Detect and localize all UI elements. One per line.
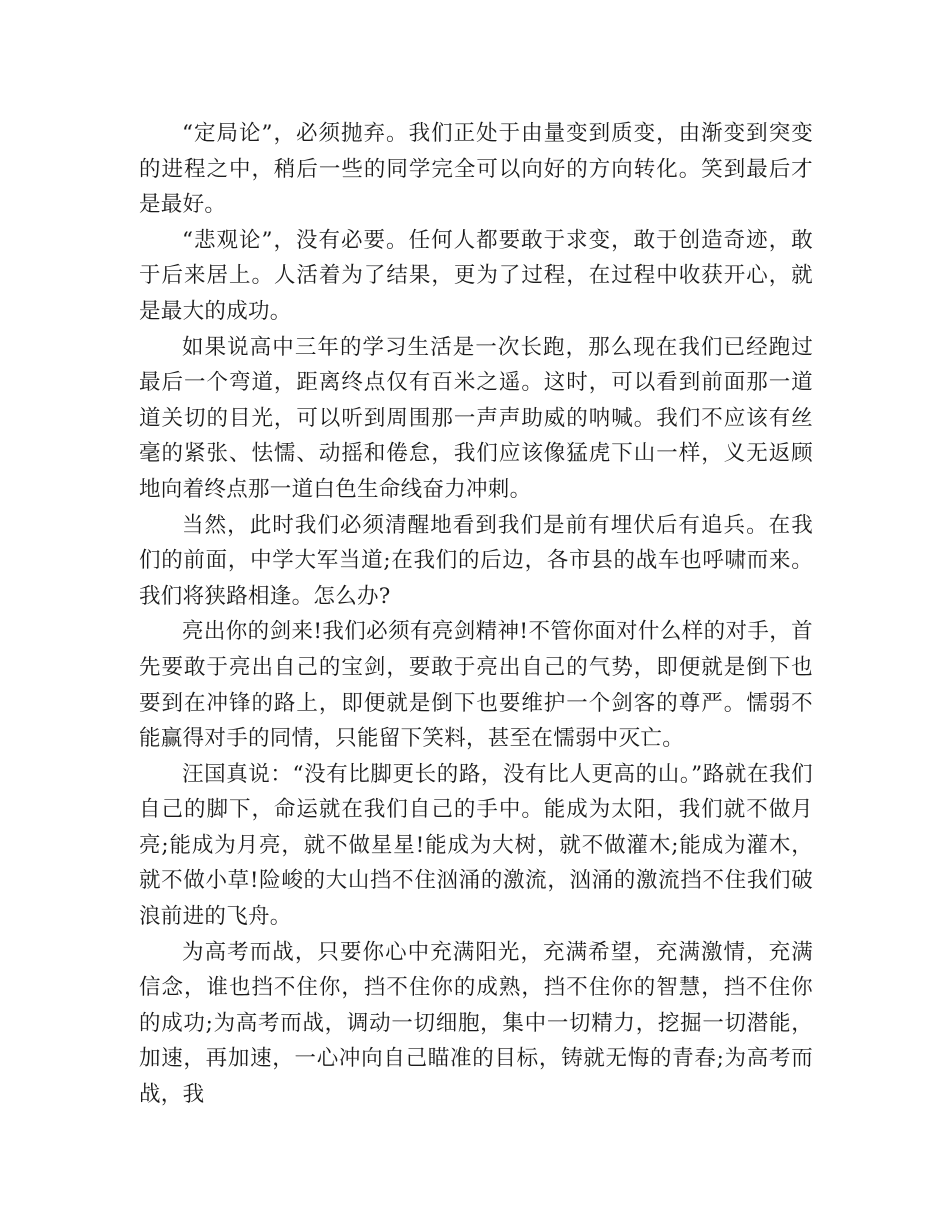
paragraph-2: “悲观论”，没有必要。任何人都要敢于求变，敢于创造奇迹，敢于后来居上。人活着为了结果，更为了过程，在过程中收获开心，就是最大的成功。 xyxy=(139,227,813,324)
paragraph-6: 汪国真说：“没有比脚更长的路，没有比人更高的山。”路就在我们自己的脚下，命运就在我们自己的手中。能成为太阳，我们就不做月亮;能成为月亮，就不做星星!能成为大树，就不做灌木;能成为灌木，就不做小草!险峻的大山挡不住汹涌的激流，汹涌的激流挡不住我们破浪前进的飞舟。 xyxy=(139,761,813,930)
paragraph-7: 为高考而战，只要你心中充满阳光，充满希望，充满激情，充满信念，谁也挡不住你，挡不住你的成熟，挡不住你的智慧，挡不住你的成功;为高考而战，调动一切细胞，集中一切精力，挖掘一切潜能，加速，再加速，一心冲向自己瞄准的目标，铸就无悔的青春;为高考而战，我 xyxy=(139,939,813,1108)
paragraph-4: 当然，此时我们必须清醒地看到我们是前有埋伏后有追兵。在我们的前面，中学大军当道;在我们的后边，各市县的战车也呼啸而来。我们将狭路相逢。怎么办? xyxy=(139,512,813,609)
paragraph-3: 如果说高中三年的学习生活是一次长跑，那么现在我们已经跑过最后一个弯道，距离终点仅有百米之遥。这时，可以看到前面那一道道关切的目光，可以听到周围那一声声助威的呐喊。我们不应该有丝毫的紧张、怯懦、动摇和倦怠，我们应该像猛虎下山一样，义无返顾地向着终点那一道白色生命线奋力冲刺。 xyxy=(139,334,813,502)
body-text xyxy=(139,116,813,1113)
paragraph-5: 亮出你的剑来!我们必须有亮剑精神!不管你面对什么样的对手，首先要敢于亮出自己的宝剑，要敢于亮出自己的气势，即便就是倒下也要到在冲锋的路上，即便就是倒下也要维护一个剑客的尊严。懦弱不能赢得对手的同情，只能留下笑料，甚至在懦弱中灭亡。 xyxy=(139,619,813,752)
paragraph-1: “定局论”，必须抛弃。我们正处于由量变到质变，由渐变到突变的进程之中，稍后一些的同学完全可以向好的方向转化。笑到最后才是最好。 xyxy=(139,121,813,218)
